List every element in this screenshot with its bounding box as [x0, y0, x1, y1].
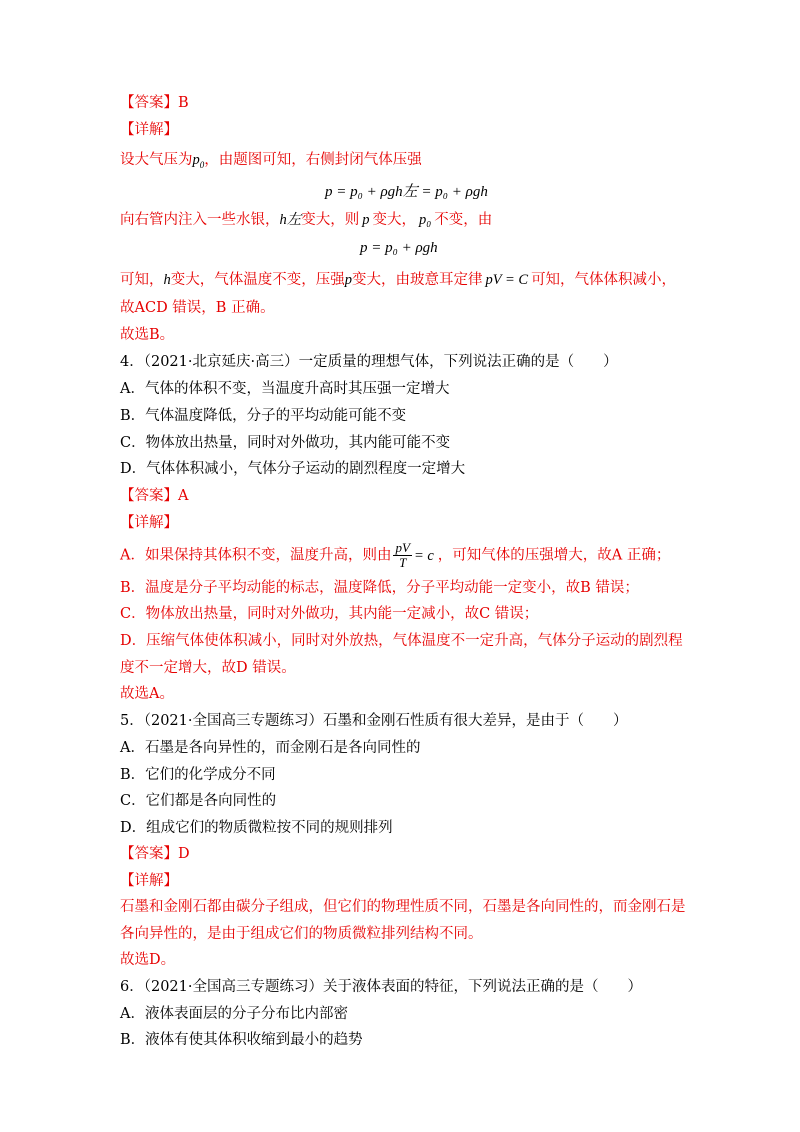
q4-option-c: C．物体放出热量，同时对外做功，其内能可能不变 — [120, 435, 451, 451]
q5-stem: 5．（2021·全国高三专题练习）石墨和金刚石性质有很大差异，是由于（ ） — [120, 713, 628, 729]
q5-option-c: C．它们都是各向同性的 — [120, 793, 277, 809]
q3-detail-line1: 设大气压为$p_0$，由题图可知，右侧封闭气体压强 — [120, 152, 422, 170]
q4-choose: 故选A。 — [120, 686, 174, 702]
q4-option-b: B．气体温度降低，分子的平均动能可能不变 — [120, 408, 407, 424]
q3-formula1: p = p₀ + ρgh左 = p₀ + ρgh — [325, 184, 488, 200]
q6-option-a: A．液体表面层的分子分布比内部密 — [120, 1006, 348, 1022]
q3-detail-line3: 可知，h变大，气体温度不变，压强p变大，由玻意耳定律 pV = C 可知，气体体积减小， — [120, 272, 677, 288]
q5-detail2: 各向异性的，是由于组成它们的物质微粒排列结构不同。 — [120, 926, 483, 942]
q5-option-b: B．它们的化学成分不同 — [120, 767, 276, 783]
q5-option-a: A．石墨是各向异性的，而金刚石是各向同性的 — [120, 740, 421, 756]
q3-answer: 【答案】B — [120, 95, 189, 111]
q3-detail-label: 【详解】 — [120, 122, 178, 138]
q4-detail-a: A．如果保持其体积不变，温度升高，则由 $\frac{pV}{T}$ = c ，可知气体的压强增大，故A 正确； — [120, 540, 671, 570]
q4-detail-c: C．物体放出热量，同时对外做功，其内能一定减小，故C 错误； — [120, 606, 539, 622]
q4-detail-b: B．温度是分子平均动能的标志，温度降低，分子平均动能一定变小，故B 错误； — [120, 580, 639, 596]
q3-detail-line2: 向右管内注入一些水银，h左变大，则 p 变大， p₀ 不变，由 — [120, 212, 493, 228]
q4-stem: 4．（2021·北京延庆·高三）一定质量的理想气体，下列说法正确的是（ ） — [120, 354, 618, 370]
q5-detail1: 石墨和金刚石都由碳分子组成，但它们的物理性质不同，石墨是各向同性的，而金刚石是 — [120, 899, 686, 915]
q3-choose: 故选B。 — [120, 327, 175, 343]
q4-detail-d1: D．压缩气体使体积减小，同时对外放热，气体温度不一定升高，气体分子运动的剧烈程 — [120, 633, 683, 649]
q4-option-d: D．气体体积减小，气体分子运动的剧烈程度一定增大 — [120, 461, 466, 477]
q6-stem: 6．（2021·全国高三专题练习）关于液体表面的特征，下列说法正确的是（ ） — [120, 979, 642, 995]
q5-option-d: D．组成它们的物质微粒按不同的规则排列 — [120, 820, 393, 836]
q5-detail-label: 【详解】 — [120, 873, 178, 889]
q3-formula2: p = p₀ + ρgh — [360, 240, 438, 256]
q4-fraction: $\frac{pV}{T}$ — [395, 540, 410, 570]
q4-detail-label: 【详解】 — [120, 515, 178, 531]
q6-option-b: B．液体有使其体积收缩到最小的趋势 — [120, 1032, 363, 1048]
q4-answer: 【答案】A — [120, 488, 189, 504]
q4-option-a: A．气体的体积不变，当温度升高时其压强一定增大 — [120, 381, 450, 397]
q5-answer: 【答案】D — [120, 846, 190, 862]
q3-detail-line4: 故ACD 错误，B 正确。 — [120, 300, 275, 316]
q5-choose: 故选D。 — [120, 952, 176, 968]
q4-detail-d2: 度不一定增大，故D 错误。 — [120, 660, 296, 676]
